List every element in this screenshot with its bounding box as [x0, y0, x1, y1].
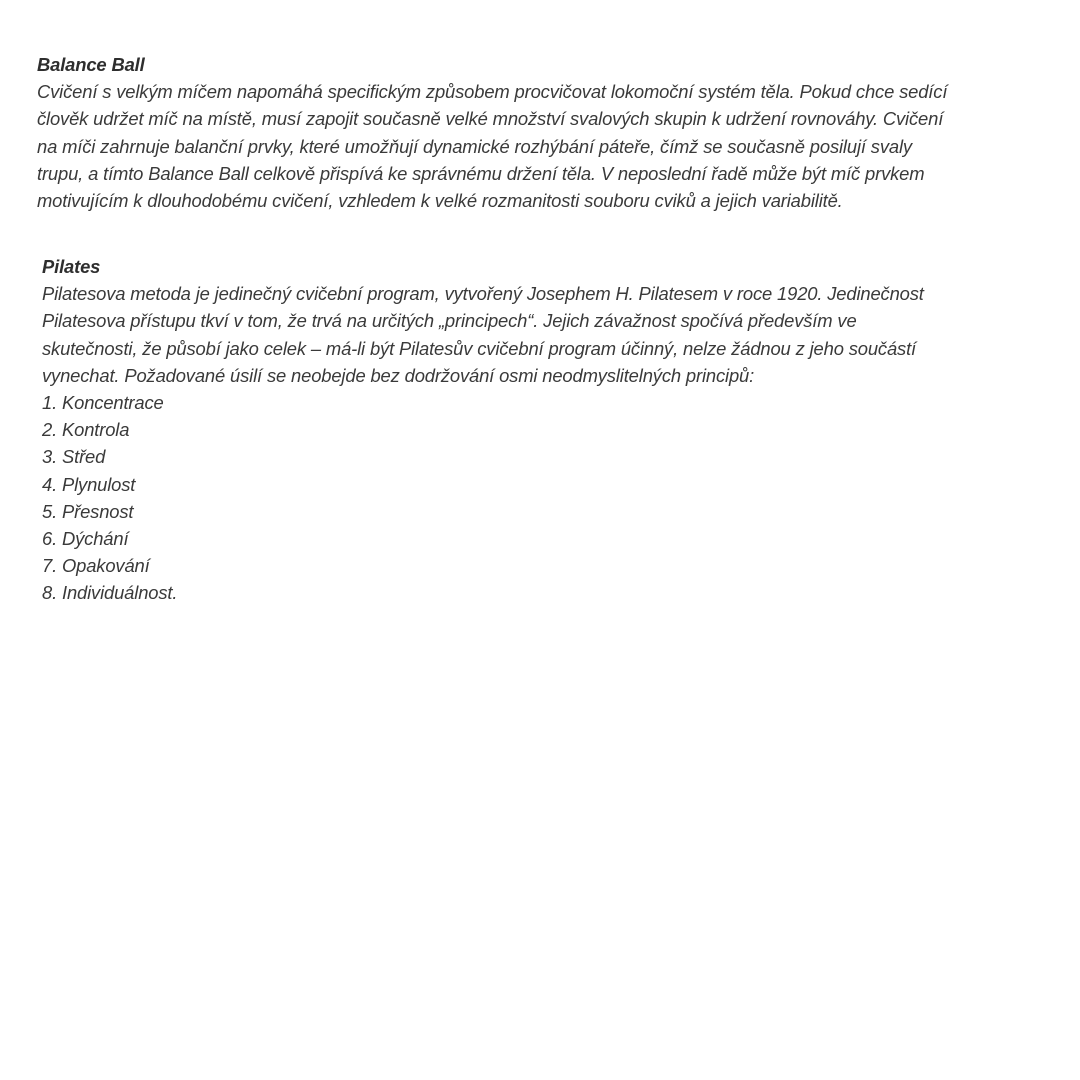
paragraph [37, 78, 1057, 214]
paragraph-line: Pilatesova metoda je jedinečný cvičební program, vytvořený Josephem H. Pilatesem v roce 1920. Jedinečnost [42, 283, 924, 305]
list-item: 1. Koncentrace [42, 392, 164, 414]
paragraph-line: Cvičení s velkým míčem napomáhá specifickým způsobem procvičovat lokomoční systém těla. Pokud chce sedící [37, 81, 948, 103]
paragraph-line: motivujícím k dlouhodobému cvičení, vzhledem k velké rozmanitosti souboru cviků a jejich variabilitě. [37, 190, 843, 212]
section-heading: Balance Ball [37, 54, 145, 75]
balance-ball-section [37, 51, 1057, 214]
paragraph-line: trupu, a tímto Balance Ball celkově přispívá ke správnému držení těla. V neposlední řadě může být míč prvkem [37, 162, 925, 184]
paragraph-line: člověk udržet míč na místě, musí zapojit současně velké množství svalových skupin k udržení rovnováhy. Cvičení [37, 108, 944, 130]
paragraph-line: Pilatesova přístupu tkví v tom, že trvá na určitých „principech“. Jejich závažnost spočívá především ve [42, 310, 857, 332]
list-item: 5. Přesnost [42, 500, 134, 522]
principles-list [42, 389, 1052, 607]
paragraph [42, 280, 1052, 389]
list-item: 4. Plynulost [42, 473, 136, 495]
paragraph-line: vynechat. Požadované úsilí se neobejde bez dodržování osmi neodmyslitelných principů: [42, 364, 755, 386]
list-item: 3. Střed [42, 446, 106, 468]
paragraph-line: na míči zahrnuje balanční prvky, které umožňují dynamické rozhýbání páteře, čímž se současně posilují svaly [37, 135, 912, 157]
paragraph-line: skutečnosti, že působí jako celek – má-li být Pilatesův cvičební program účinný, nelze žádnou z jeho součástí [42, 337, 917, 359]
list-item: 2. Kontrola [42, 419, 130, 441]
list-item: 6. Dýchání [42, 528, 129, 550]
section-heading: Pilates [42, 256, 101, 277]
pilates-section [42, 253, 1052, 607]
list-item: 7. Opakování [42, 555, 150, 577]
list-item: 8. Individuálnost. [42, 582, 178, 604]
